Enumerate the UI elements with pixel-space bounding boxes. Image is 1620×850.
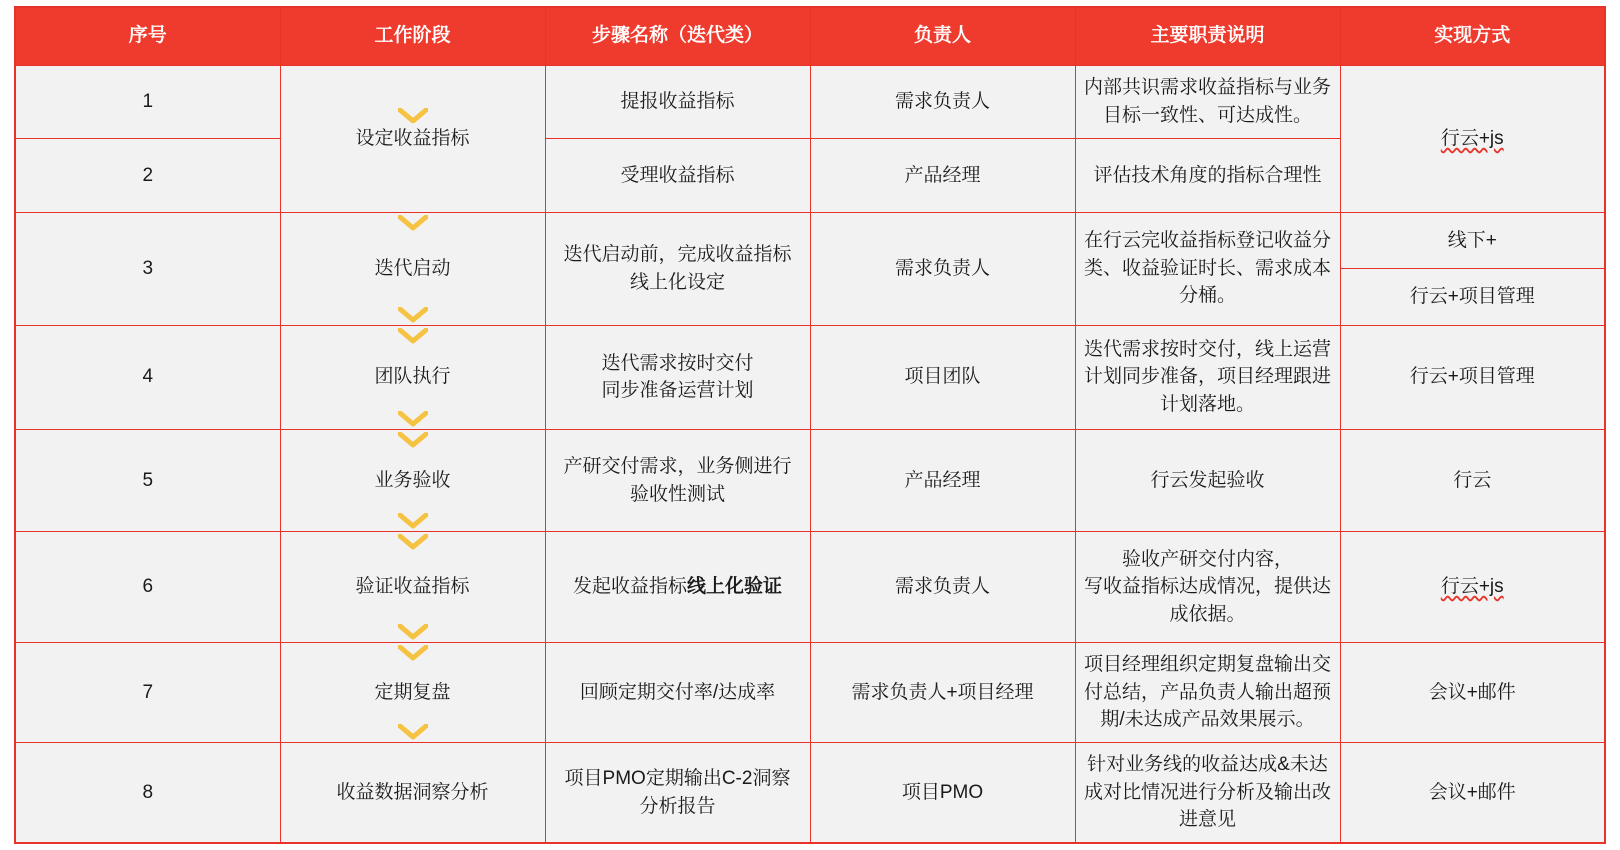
duty-line-2: 写收益指标达成情况，提供达成依据。	[1083, 576, 1331, 625]
cell-stage	[280, 532, 545, 643]
cell-impl: 行云+项目管理	[1340, 325, 1605, 429]
header-step: 步骤名称（迭代类）	[545, 7, 810, 65]
header-duty: 主要职责说明	[1075, 7, 1340, 65]
cell-seq: 8	[15, 743, 280, 843]
cell-seq: 6	[15, 532, 280, 643]
duty-text: 项目经理组织定期复盘输出交付总结，产品负责人输出超预期/未达成产品效果展示。	[1083, 654, 1331, 731]
table-row	[15, 325, 1605, 429]
cell-step: 受理收益指标	[545, 139, 810, 213]
step-text-prefix: 发起收益指标	[572, 576, 687, 598]
stage-label: 验证收益指标	[351, 571, 473, 603]
cell-duty	[1075, 743, 1340, 843]
cell-seq: 7	[15, 642, 280, 742]
cell-stage	[280, 429, 545, 531]
cell-owner: 需求负责人	[810, 65, 1075, 139]
table-header	[15, 7, 1605, 65]
impl-text: 行云+js	[1440, 576, 1504, 598]
cell-owner: 产品经理	[810, 139, 1075, 213]
cell-step: 产研交付需求，业务侧进行 验收性测试	[545, 429, 810, 531]
table-body	[15, 65, 1605, 843]
cell-stage	[280, 212, 545, 325]
cell-seq: 4	[15, 325, 280, 429]
stage-label: 团队执行	[370, 361, 454, 393]
header-owner: 负责人	[810, 7, 1075, 65]
cell-stage	[280, 65, 545, 212]
cell-duty	[1075, 65, 1340, 139]
duty-text: 内部共识需求收益指标与业务目标一致性、可达成性。	[1083, 77, 1331, 126]
cell-step	[545, 532, 810, 643]
step-text-emphasis: 线上化验证	[687, 576, 783, 598]
cell-owner: 项目PMO	[810, 743, 1075, 843]
cell-impl: 会议+邮件	[1340, 642, 1605, 742]
cell-duty	[1075, 642, 1340, 742]
cell-duty	[1075, 532, 1340, 643]
cell-duty: 评估技术角度的指标合理性	[1075, 139, 1340, 213]
cell-duty	[1075, 212, 1340, 325]
header-row	[15, 7, 1605, 65]
duty-text: 针对业务线的收益达成&未达成对比情况进行分析及输出改进意见	[1083, 754, 1331, 831]
header-stage: 工作阶段	[280, 7, 545, 65]
cell-stage	[280, 642, 545, 742]
cell-step: 提报收益指标	[545, 65, 810, 139]
cell-step: 迭代启动前，完成收益指标 线上化设定	[545, 212, 810, 325]
cell-seq: 2	[15, 139, 280, 213]
stage-label: 设定收益指标	[351, 123, 473, 155]
cell-impl: 会议+邮件	[1340, 743, 1605, 843]
cell-owner: 需求负责人	[810, 532, 1075, 643]
cell-owner: 产品经理	[810, 429, 1075, 531]
table-row	[15, 429, 1605, 531]
cell-stage	[280, 743, 545, 843]
cell-owner: 需求负责人+项目经理	[810, 642, 1075, 742]
cell-seq: 3	[15, 212, 280, 325]
cell-impl	[1340, 65, 1605, 212]
cell-step: 迭代需求按时交付 同步准备运营计划	[545, 325, 810, 429]
table-row	[15, 743, 1605, 843]
cell-step: 回顾定期交付率/达成率	[545, 642, 810, 742]
cell-seq: 5	[15, 429, 280, 531]
cell-step: 项目PMO定期输出C-2洞察 分析报告	[545, 743, 810, 843]
impl-text-bottom: 行云+项目管理	[1409, 285, 1535, 307]
cell-owner: 项目团队	[810, 325, 1075, 429]
duty-line-1: 验收产研交付内容，	[1121, 548, 1293, 570]
table-row	[15, 212, 1605, 325]
cell-seq: 1	[15, 65, 280, 139]
duty-text: 在行云完收益指标登记收益分类、收益验证时长、需求成本分桶。	[1083, 230, 1331, 307]
table-row	[15, 532, 1605, 643]
process-flow-table	[14, 6, 1606, 844]
impl-text-top: 线下+	[1341, 213, 1605, 269]
table-row	[15, 642, 1605, 742]
cell-impl	[1340, 532, 1605, 643]
cell-impl: 行云	[1340, 429, 1605, 531]
stage-label: 定期复盘	[370, 677, 454, 709]
duty-text: 迭代需求按时交付，线上运营计划同步准备，项目经理跟进计划落地。	[1083, 338, 1331, 415]
stage-label: 业务验收	[370, 465, 454, 497]
cell-owner: 需求负责人	[810, 212, 1075, 325]
header-seq: 序号	[15, 7, 280, 65]
stage-label: 迭代启动	[370, 253, 454, 285]
cell-impl	[1340, 212, 1605, 325]
cell-duty: 行云发起验收	[1075, 429, 1340, 531]
cell-stage	[280, 325, 545, 429]
cell-duty	[1075, 325, 1340, 429]
table-row	[15, 65, 1605, 139]
impl-text: 行云+js	[1440, 127, 1504, 149]
header-impl: 实现方式	[1340, 7, 1605, 65]
stage-label: 收益数据洞察分析	[332, 777, 492, 809]
